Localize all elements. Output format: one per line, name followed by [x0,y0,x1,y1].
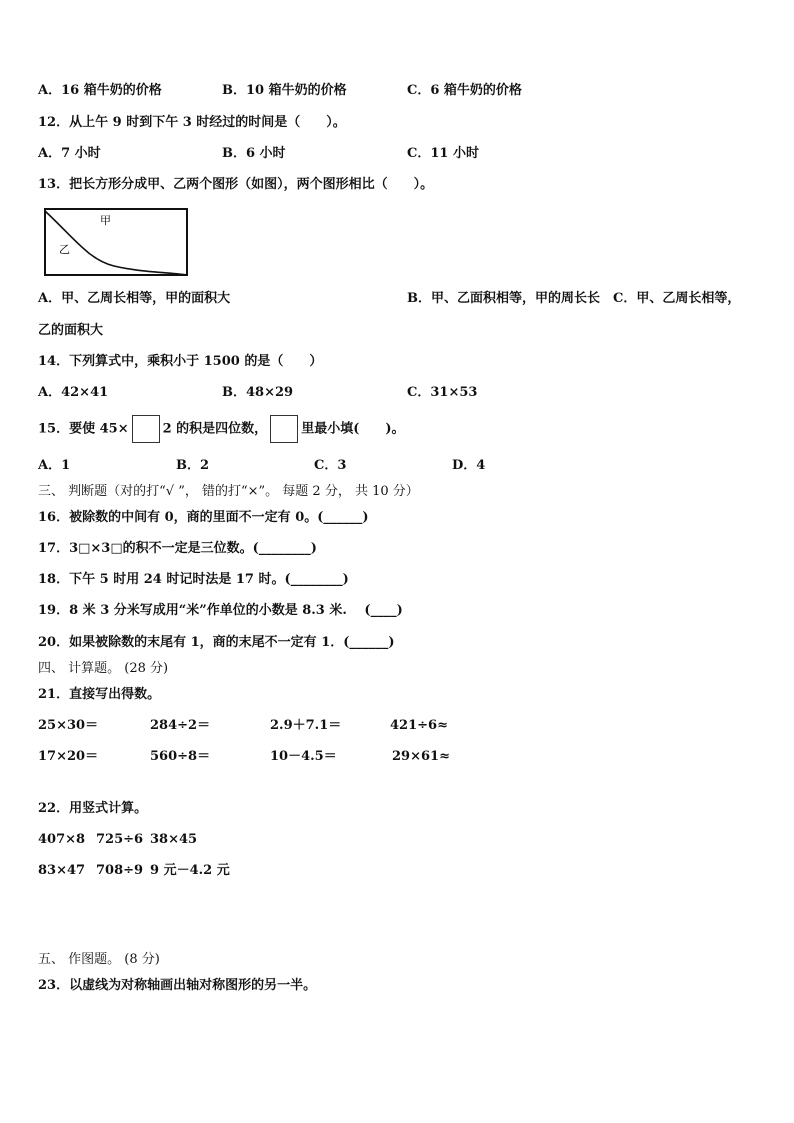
q21-expression: 2.9＋7.1＝ [270,718,342,733]
q15-option-a: A．1 [38,458,71,473]
label-jia: 甲 [100,214,111,227]
q22-title: 22．用竖式计算。 [38,801,148,816]
q13-option-c-continued: 乙的面积大 [38,323,104,338]
q15-option-d: D．4 [452,458,486,473]
q15-stem-part1: 15．要使 45× [38,421,129,437]
q22-expression: 708÷9 [96,863,144,878]
q21-expression: 560÷8＝ [150,749,211,764]
label-yi: 乙 [59,243,70,256]
q12-option-b: B．6 小时 [222,146,286,161]
q22-expression: 38×45 [150,832,198,847]
q21-expression: 29×61≈ [392,749,450,764]
q22-expression: 83×47 [38,863,86,878]
q21-expression: 284÷2＝ [150,718,211,733]
q21-expression: 17×20＝ [38,749,99,764]
q11-option-b: B．10 箱牛奶的价格 [222,83,347,98]
blank-box [132,415,160,443]
q22-expression: 725÷6 [96,832,144,847]
q14-option-c: C．31×53 [407,385,478,400]
q13-rectangle-figure [44,208,190,278]
blank-box [270,415,298,443]
q13-option-b-c: B．甲、乙面积相等，甲的周长长 C．甲、乙周长相等， [407,291,741,306]
section5-heading: 五、 作图题。 (8 分) [38,952,160,967]
judgment-item: 19．8 米 3 分米写成用“米”作单位的小数是 8.3 米. (____) [38,603,403,618]
q22-expression: 9 元－4.2 元 [150,863,230,878]
q14-stem: 14．下列算式中，乘积小于 1500 的是（ ） [38,354,323,369]
q15-option-c: C．3 [314,458,347,473]
q12-option-c: C．11 小时 [407,146,479,161]
judgment-item: 20．如果被除数的末尾有 1，商的末尾不一定有 1．(______) [38,635,395,650]
q15-stem-part2: 2 的积是四位数， [162,421,268,437]
q11-option-c: C．6 箱牛奶的价格 [407,83,522,98]
q21-expression: 25×30＝ [38,718,99,733]
q13-stem: 13．把长方形分成甲、乙两个图形（如图），两个图形相比（ ）。 [38,177,434,192]
q12-stem: 12．从上午 9 时到下午 3 时经过的时间是（ ）。 [38,115,346,130]
q15-option-b: B．2 [176,458,210,473]
q13-option-a: A．甲、乙周长相等，甲的面积大 [38,291,231,306]
q14-option-a: A．42×41 [38,385,109,400]
rectangle-outline [45,209,187,275]
q15-stem [38,415,405,444]
q22-expression: 407×8 [38,832,86,847]
section3-heading: 三、 判断题（对的打“√ ”， 错的打“×”。 每题 2 分， 共 10 分） [38,484,419,499]
section4-heading: 四、 计算题。 (28 分) [38,661,169,676]
q14-option-b: B．48×29 [222,385,294,400]
q11-option-a: A．16 箱牛奶的价格 [38,83,162,98]
judgment-item: 17．3□×3□的积不一定是三位数。(________) [38,541,317,556]
q12-option-a: A．7 小时 [38,146,101,161]
q21-expression: 421÷6≈ [390,718,448,733]
q23-stem: 23．以虚线为对称轴画出轴对称图形的另一半。 [38,978,317,993]
q21-title: 21．直接写出得数。 [38,687,161,702]
judgment-item: 18．下午 5 时用 24 时记时法是 17 时。(________) [38,572,349,587]
judgment-item: 16．被除数的中间有 0，商的里面不一定有 0。(______) [38,510,369,525]
q15-stem-part3: 里最小填( )。 [301,421,405,437]
q21-expression: 10－4.5＝ [270,749,337,764]
